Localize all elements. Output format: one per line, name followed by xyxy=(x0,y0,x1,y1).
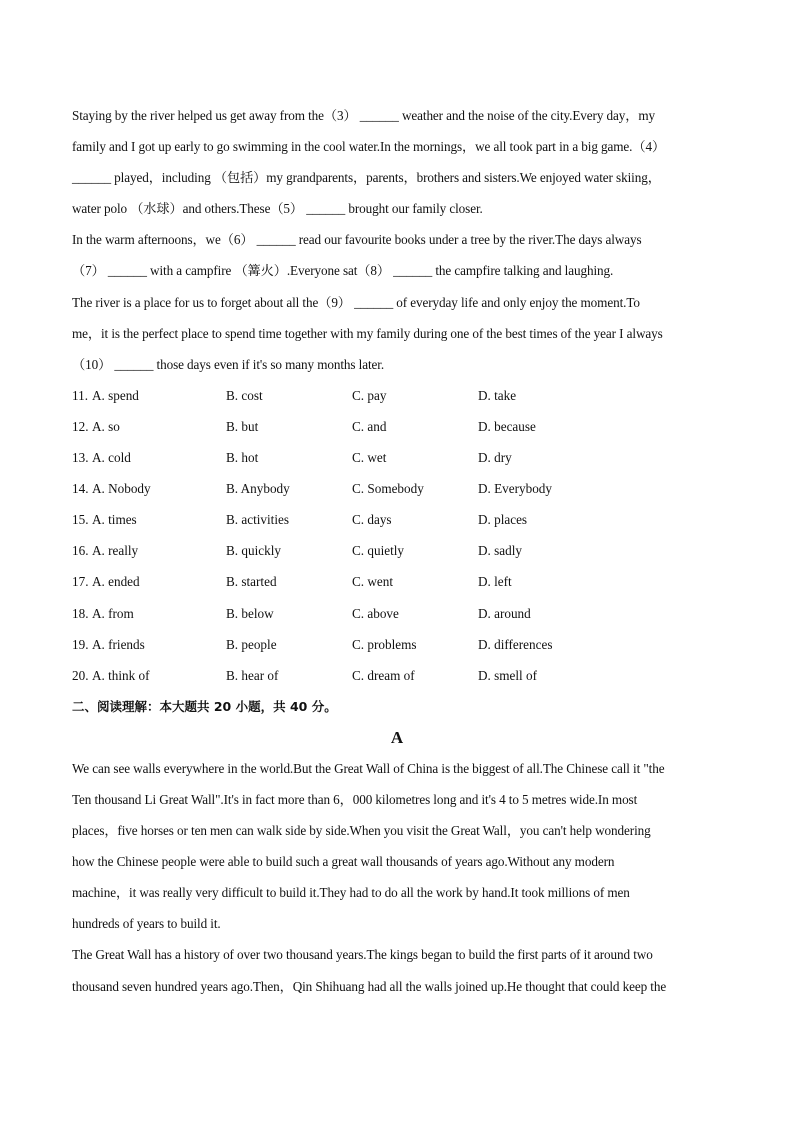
question-number: 17. xyxy=(72,574,89,590)
cloze-line-9: （10） ______ those days even if it's so many months later. xyxy=(72,356,385,372)
option-b: B. hear of xyxy=(226,667,279,683)
option-c: C. dream of xyxy=(352,667,415,683)
passage-line-6: hundreds of years to build it. xyxy=(72,916,221,932)
passage-line-8: thousand seven hundred years ago.Then，Qin Shihuang had all the walls joined up.He thought that could keep the xyxy=(72,978,667,994)
question-number: 20. xyxy=(72,667,89,683)
option-row xyxy=(72,473,722,504)
cloze-passage xyxy=(72,100,722,380)
option-row xyxy=(72,442,722,473)
question-number: 16. xyxy=(72,543,89,559)
option-a: A. so xyxy=(92,418,120,434)
option-d: D. left xyxy=(478,574,512,590)
option-row xyxy=(72,660,722,691)
option-b: B. but xyxy=(226,418,259,434)
option-b: B. hot xyxy=(226,450,259,466)
option-a: A. from xyxy=(92,605,134,621)
option-d: D. smell of xyxy=(478,667,537,683)
cloze-line-5: In the warm afternoons，we（6） ______ read our favourite books under a tree by the river.The days always xyxy=(72,232,642,248)
option-row xyxy=(72,535,722,566)
option-row xyxy=(72,598,722,629)
cloze-line-7: The river is a place for us to forget about all the（9） ______ of everyday life and only enjoy the moment.To xyxy=(72,294,640,310)
option-d: D. sadly xyxy=(478,543,522,559)
option-b: B. activities xyxy=(226,512,289,528)
option-a: A. friends xyxy=(92,636,145,652)
option-a: A. think of xyxy=(92,667,150,683)
question-number: 18. xyxy=(72,605,89,621)
option-a: A. spend xyxy=(92,387,139,403)
question-number: 13. xyxy=(72,450,89,466)
option-d: D. take xyxy=(478,387,517,403)
option-row xyxy=(72,566,722,597)
answer-options xyxy=(72,380,722,691)
passage-line-4: how the Chinese people were able to build such a great wall thousands of years ago.Without any modern xyxy=(72,854,615,870)
option-a: A. ended xyxy=(92,574,140,590)
option-d: D. differences xyxy=(478,636,553,652)
option-c: C. wet xyxy=(352,450,387,466)
option-d: D. dry xyxy=(478,450,512,466)
option-a: A. really xyxy=(92,543,139,559)
option-c: C. days xyxy=(352,512,392,528)
passage-title: A xyxy=(390,727,404,747)
passage-line-5: machine，it was really very difficult to build it.They had to do all the work by hand.It took millions of men xyxy=(72,885,630,901)
question-number: 11. xyxy=(72,387,88,403)
passage-line-1: We can see walls everywhere in the world.But the Great Wall of China is the biggest of all.The Chinese call it "the xyxy=(72,760,665,776)
cloze-line-3: ______ played，including （包括）my grandparents，parents，brothers and sisters.We enjoyed water skiing， xyxy=(72,170,661,186)
passage-line-7: The Great Wall has a history of over two thousand years.The kings began to build the first parts of it around two xyxy=(72,947,653,963)
question-number: 14. xyxy=(72,481,89,497)
option-c: C. pay xyxy=(352,387,387,403)
option-row xyxy=(72,504,722,535)
option-a: A. Nobody xyxy=(92,481,151,497)
option-a: A. cold xyxy=(92,450,131,466)
document-page xyxy=(72,100,722,1002)
option-row xyxy=(72,411,722,442)
option-a: A. times xyxy=(92,512,137,528)
option-row xyxy=(72,380,722,411)
section-heading: 二、阅读理解：本大题共 20 小题，共 40 分。 xyxy=(72,698,337,714)
option-c: C. above xyxy=(352,605,399,621)
option-row xyxy=(72,629,722,660)
question-number: 15. xyxy=(72,512,89,528)
cloze-line-2: family and I got up early to go swimming in the cool water.In the mornings，we all took part in a big game.（4） xyxy=(72,139,666,155)
option-b: B. below xyxy=(226,605,274,621)
passage-line-2: Ten thousand Li Great Wall".It's in fact more than 6，000 kilometres long and it's 4 to 5 metres wide.In most xyxy=(72,791,638,807)
cloze-line-8: me，it is the perfect place to spend time together with my family during one of the best times of the year I always xyxy=(72,325,663,341)
option-c: C. went xyxy=(352,574,394,590)
option-c: C. problems xyxy=(352,636,417,652)
option-b: B. people xyxy=(226,636,277,652)
option-b: B. started xyxy=(226,574,277,590)
option-b: B. Anybody xyxy=(226,481,290,497)
option-d: D. places xyxy=(478,512,528,528)
option-d: D. around xyxy=(478,605,531,621)
cloze-line-4: water polo （水球）and others.These（5） ______ brought our family closer. xyxy=(72,201,483,217)
option-d: D. Everybody xyxy=(478,481,552,497)
question-number: 12. xyxy=(72,418,89,434)
option-c: C. quietly xyxy=(352,543,405,559)
option-d: D. because xyxy=(478,418,536,434)
question-number: 19. xyxy=(72,636,89,652)
option-b: B. quickly xyxy=(226,543,281,559)
reading-passage xyxy=(72,753,722,1002)
option-c: C. and xyxy=(352,418,387,434)
passage-line-3: places，five horses or ten men can walk side by side.When you visit the Great Wall，you can't help wondering xyxy=(72,823,651,839)
option-c: C. Somebody xyxy=(352,481,424,497)
cloze-line-6: （7） ______ with a campfire （篝火）.Everyone sat（8） ______ the campfire talking and laughing. xyxy=(72,263,614,279)
option-b: B. cost xyxy=(226,387,263,403)
cloze-line-1: Staying by the river helped us get away from the（3） ______ weather and the noise of the city.Every day，my xyxy=(72,108,656,123)
